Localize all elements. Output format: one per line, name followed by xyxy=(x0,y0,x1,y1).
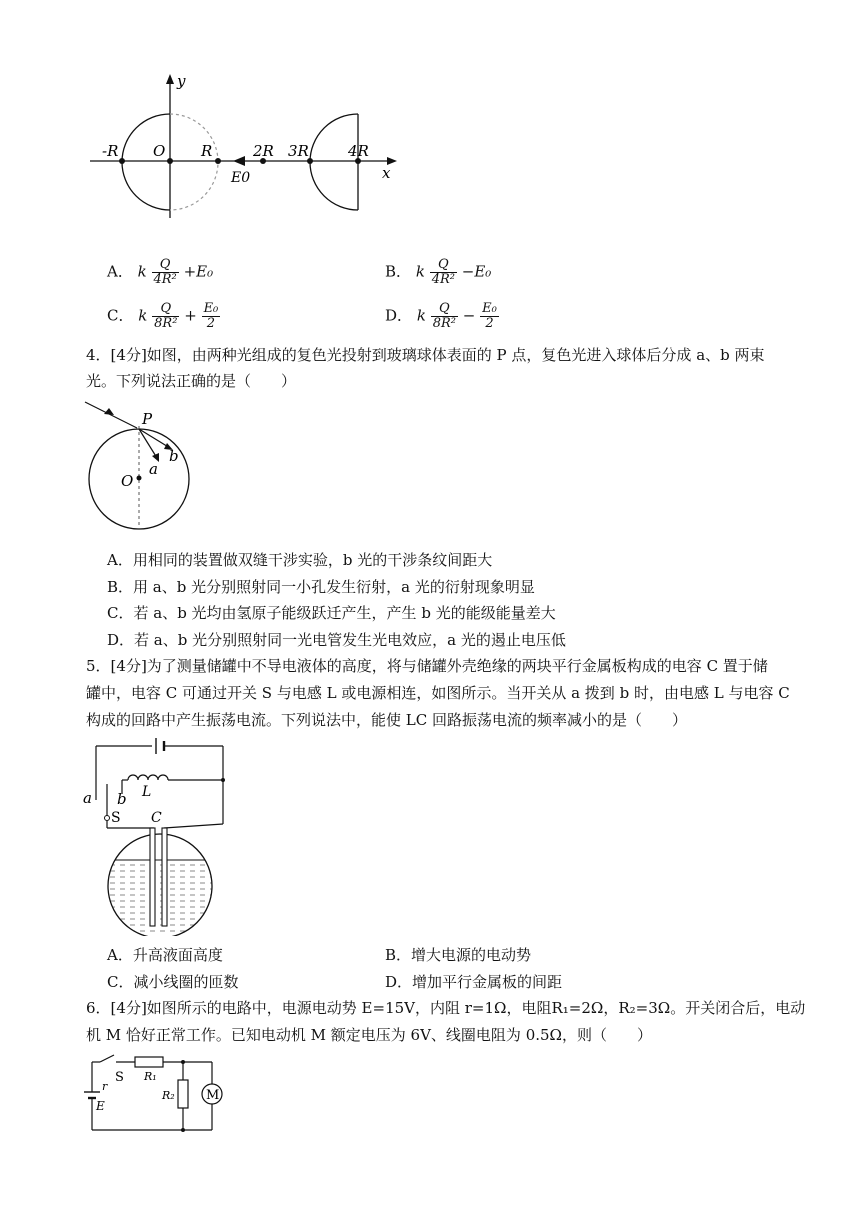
label-y: y xyxy=(177,72,186,90)
liquid xyxy=(108,860,212,936)
label-s: S xyxy=(111,810,121,826)
label-o: O xyxy=(121,472,134,490)
label-r2: R₂ xyxy=(162,1089,175,1102)
q3-option-d xyxy=(385,302,499,331)
label-e0: E0 xyxy=(231,170,251,186)
label-a: a xyxy=(83,789,92,807)
option-letter: A． xyxy=(107,262,133,281)
label-o: O xyxy=(153,142,166,160)
capacitor-plate-right xyxy=(162,828,167,926)
incident-ray xyxy=(85,402,137,428)
label-r: r xyxy=(102,1080,108,1093)
resistor-r2 xyxy=(178,1080,188,1108)
q4-option-b: B．用 a、b 光分别照射同一小孔发生衍射，a 光的衍射现象明显 xyxy=(107,578,535,596)
label-r1: R₁ xyxy=(144,1070,157,1083)
incident-arrow xyxy=(104,408,114,415)
option-fraction: $\frac{Q}{\text{8R²}}$ xyxy=(154,301,178,331)
q4-option-c: C．若 a、b 光均由氢原子能级跃迁产生，产生 b 光的能级能量差大 xyxy=(107,604,556,622)
q5-option-b: B．增大电源的电动势 xyxy=(385,946,532,964)
q6-stem-line-2: 机 M 恰好正常工作。已知电动机 M 额定电压为 6V、线圈电阻为 0.5Ω，则（ ） xyxy=(86,1026,652,1044)
q3-option-b xyxy=(385,258,491,287)
q5-figure xyxy=(80,736,230,936)
label-e: E xyxy=(96,1099,105,1113)
label-4r: 4R xyxy=(348,142,369,160)
label-neg-r: -R xyxy=(102,142,119,160)
q5-option-c: C．减小线圈的匝数 xyxy=(107,973,239,991)
option-k: k xyxy=(138,306,148,325)
option-fraction-2: $\frac{\text{E₀}}{2}$ xyxy=(203,301,219,331)
label-3r: 3R xyxy=(288,142,309,160)
inductor-coil xyxy=(128,775,168,780)
q3-option-a xyxy=(107,258,213,287)
q4-figure xyxy=(80,396,220,530)
option-letter: C． xyxy=(107,306,134,325)
wire-right-to-capacitor xyxy=(164,824,223,828)
label-m: M xyxy=(206,1088,220,1103)
label-2r: 2R xyxy=(253,142,274,160)
switch-pivot xyxy=(105,816,110,821)
option-fraction: $\frac{Q}{\text{8R²}}$ xyxy=(432,301,456,331)
q4-stem-line-2: 光。下列说法正确的是（ ） xyxy=(86,372,297,390)
q4-option-a: A．用相同的装置做双缝干涉实验，b 光的干涉条纹间距大 xyxy=(107,551,493,569)
q5-option-d: D．增加平行金属板的间距 xyxy=(385,973,563,991)
y-axis-arrow xyxy=(166,74,174,84)
option-fraction: $\frac{Q}{\text{4R²}}$ xyxy=(153,257,177,287)
option-letter: D． xyxy=(385,306,413,325)
solid-hemisphere xyxy=(122,114,170,210)
label-p: P xyxy=(142,410,153,428)
option-letter: B． xyxy=(385,262,412,281)
q6-stem-line-1: 6．[4分]如图所示的电路中，电源电动势 E=15V，内阻 r=1Ω，电阻R₁=2Ω，R₂=3Ω。开关闭合后，电动 xyxy=(86,999,806,1017)
e0-arrow xyxy=(233,156,245,166)
option-operator: − xyxy=(462,306,476,325)
point-r xyxy=(215,158,221,164)
q4-option-d: D．若 a、b 光分别照射同一光电管发生光电效应，a 光的遏止电压低 xyxy=(107,631,566,649)
label-r: R xyxy=(201,142,213,160)
option-term: −E₀ xyxy=(461,262,492,281)
option-fraction: $\frac{Q}{\text{4R²}}$ xyxy=(431,257,455,287)
label-c: C xyxy=(151,810,162,826)
q3-figure xyxy=(85,70,415,220)
dashed-hemisphere xyxy=(170,114,218,210)
label-a: a xyxy=(149,460,158,478)
q6-figure xyxy=(80,1052,230,1138)
q5-option-a: A．升高液面高度 xyxy=(107,946,223,964)
right-shell xyxy=(310,114,358,210)
resistor-r1 xyxy=(135,1057,163,1067)
switch-blade xyxy=(100,1055,114,1062)
q4-stem-line-1: 4．[4分]如图，由两种光组成的复色光投射到玻璃球体表面的 P 点，复色光进入球体后分成 a、b 两束 xyxy=(86,346,765,364)
ray-a xyxy=(139,429,157,458)
option-k: k xyxy=(416,306,426,325)
option-k: k xyxy=(137,262,147,281)
option-k: k xyxy=(415,262,425,281)
capacitor-plate-left xyxy=(150,828,155,926)
point-neg-r xyxy=(119,158,125,164)
q5-stem-line-3: 构成的回路中产生振荡电流。下列说法中，能使 LC 回路振荡电流的频率减小的是（ ） xyxy=(86,711,687,729)
label-b: b xyxy=(169,447,179,465)
label-x: x xyxy=(382,164,391,182)
junction xyxy=(221,778,225,782)
center-o xyxy=(137,476,142,481)
q3-option-c xyxy=(107,302,220,331)
label-s: S xyxy=(115,1070,124,1085)
option-fraction-2: $\frac{\text{E₀}}{2}$ xyxy=(482,301,497,331)
q5-stem-line-1: 5．[4分]为了测量储罐中不导电液体的高度，将与储罐外壳绝缘的两块平行金属板构成的电容 C 置于储 xyxy=(86,657,768,675)
label-l: L xyxy=(142,784,152,800)
point-o xyxy=(167,158,173,164)
option-term: +E₀ xyxy=(183,262,214,281)
q5-stem-line-2: 罐中，电容 C 可通过开关 S 与电感 L 或电源相连，如图所示。当开关从 a 拨到 b 时，由电感 L 与电容 C xyxy=(86,684,790,702)
option-operator: + xyxy=(184,306,197,325)
label-b: b xyxy=(117,790,127,808)
